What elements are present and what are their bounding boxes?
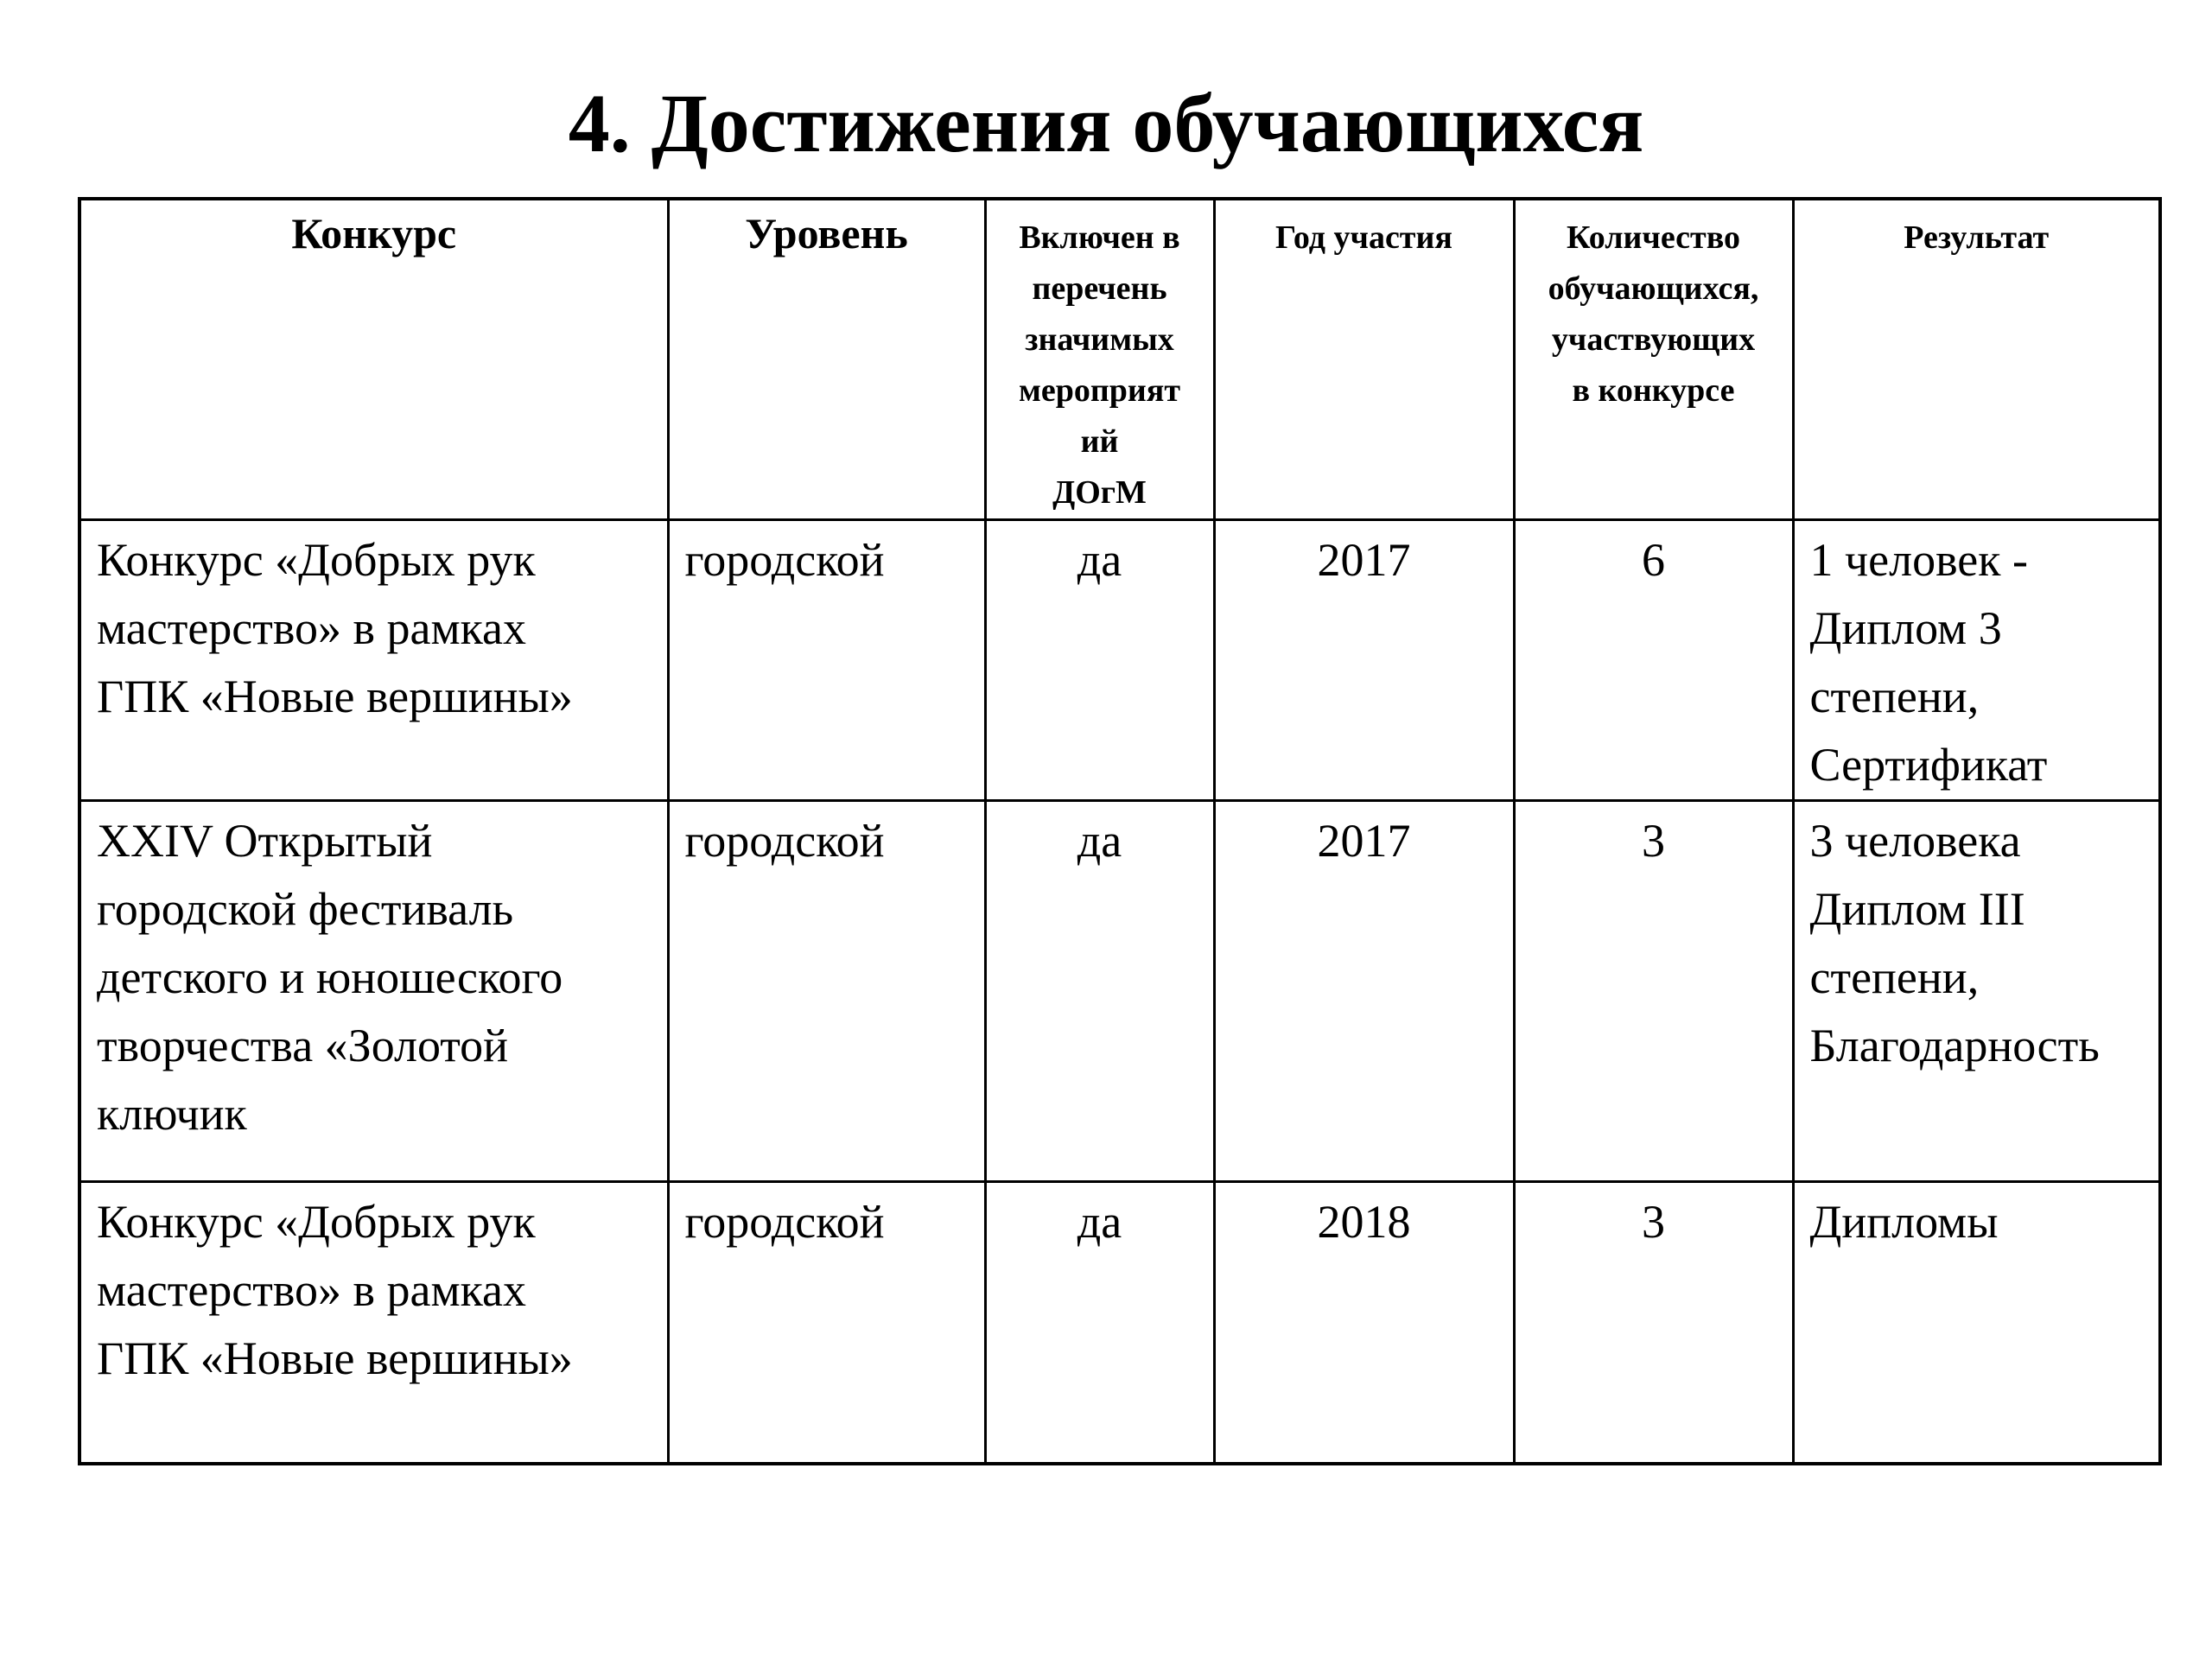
cell-included: да — [985, 801, 1214, 1182]
header-result: Результат — [1793, 199, 2160, 520]
cell-count: 3 — [1514, 1182, 1793, 1464]
cell-count: 6 — [1514, 520, 1793, 801]
header-included: Включен в перечень значимых мероприят ий ДОгМ — [985, 199, 1214, 520]
header-contest: Конкурс — [79, 199, 668, 520]
table-row — [79, 520, 2160, 801]
cell-result: Дипломы — [1793, 1182, 2160, 1464]
cell-contest: Конкурс «Добрых рук мастерство» в рамках ГПК «Новые вершины» — [79, 520, 668, 801]
cell-included: да — [985, 1182, 1214, 1464]
cell-result: 3 человека Диплом III степени, Благодарность — [1793, 801, 2160, 1182]
cell-included: да — [985, 520, 1214, 801]
slide-title: 4. Достижения обучающихся — [568, 77, 1644, 169]
cell-level: городской — [668, 801, 985, 1182]
cell-count: 3 — [1514, 801, 1793, 1182]
cell-year: 2018 — [1214, 1182, 1514, 1464]
table-row — [79, 801, 2160, 1182]
cell-contest: Конкурс «Добрых рук мастерство» в рамках ГПК «Новые вершины» — [79, 1182, 668, 1464]
cell-level: городской — [668, 520, 985, 801]
cell-contest: XXIV Открытый городской фестиваль детского и юношеского творчества «Золотой ключик — [79, 801, 668, 1182]
cell-year: 2017 — [1214, 520, 1514, 801]
cell-year: 2017 — [1214, 801, 1514, 1182]
cell-result: 1 человек - Диплом 3 степени, Сертификат — [1793, 520, 2160, 801]
achievements-table — [78, 197, 2162, 1465]
header-level: Уровень — [668, 199, 985, 520]
header-year: Год участия — [1214, 199, 1514, 520]
table-header-row — [79, 199, 2160, 520]
cell-level: городской — [668, 1182, 985, 1464]
table-row — [79, 1182, 2160, 1464]
header-count: Количество обучающихся, участвующих в конкурсе — [1514, 199, 1793, 520]
